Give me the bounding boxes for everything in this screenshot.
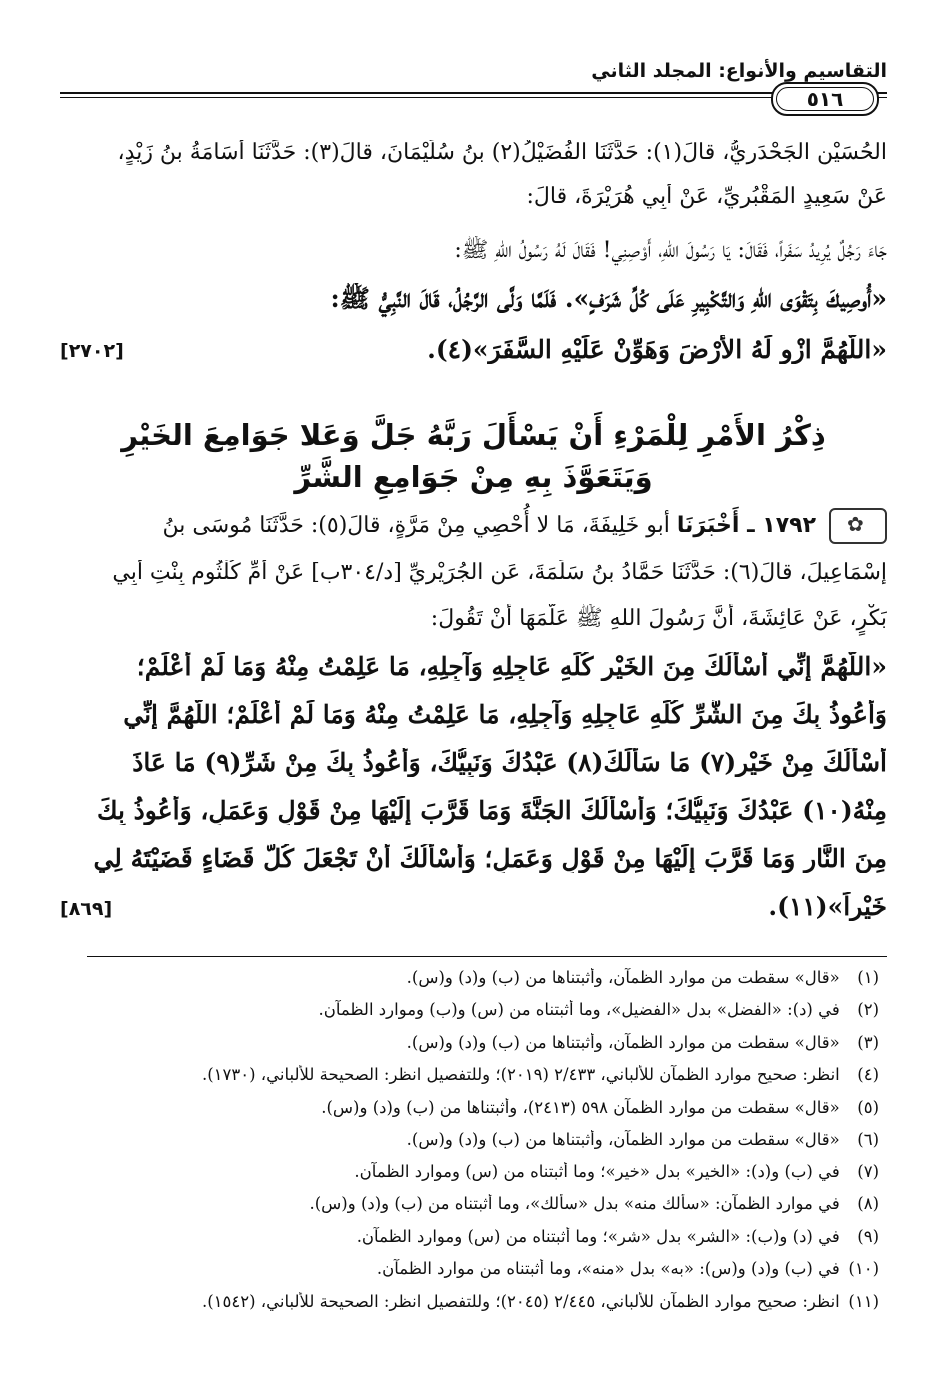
hadith-text: أبو خَلِيفَةَ، مَا لا أُحْصِي مِنْ مَرَّةٍ، قالَ(٥): حَدَّثَنَا مُوسَى بنُ <box>162 513 670 538</box>
footnote-number: (١١) <box>848 1292 879 1311</box>
text-line-bold: «أُوصِيكَ بِتَقْوَى اللهِ وَالتَّكْبِيرِ عَلَى كُلِّ شَرَفٍ». فَلَمَّا وَلَّى الرَّجُلُ، قَالَ النَّبِيُّ ﷺ: <box>330 284 887 313</box>
footnote-number: (٢) <box>857 1000 879 1019</box>
footnote-number: (٤) <box>857 1065 879 1084</box>
chapter-heading: ذِكْرُ الأَمْرِ لِلْمَرْءِ أَنْ يَسْأَلَ رَبَّهُ جَلَّ وَعَلا جَوَامِعَ الخَيْرِ <box>121 418 826 452</box>
text-line-bold: «اللَّهُمَّ ازْوِ لَهُ الأَرْضَ وَهَوِّنْ عَلَيْهِ السَّفَرَ»(٤). <box>427 335 887 364</box>
footnote-number: (١٠) <box>848 1259 879 1278</box>
footnote <box>60 1259 879 1278</box>
footnote-number: (٥) <box>857 1098 879 1117</box>
footnote-text: انظر: صحيح موارد الظمآن للألباني، ٢/٤٤٥ (٢٠٤٥)؛ وللتفصيل انظر: الصحيحة للألباني، (١٥٤٢). <box>201 1292 840 1311</box>
footnote <box>60 1098 879 1117</box>
footnote-text: في (د) و(ب): «الشر» بدل «شر»؛ وما أثبتناه من (س) وموارد الظمآن. <box>356 1227 840 1246</box>
chapter-heading: وَيَتَعَوَّذَ بِهِ مِنْ جَوَامِعِ الشَّرِّ <box>294 460 653 494</box>
footnote-text: «قال» سقطت من موارد الظمآن، وأثبتناها من (ب) و(د) و(س). <box>406 968 840 987</box>
dua-line: مِنَ النَّارِ وَمَا قَرَّبَ إِلَيْهَا مِنْ قَوْلٍ وَعَمَلٍ؛ وَأَسْأَلُكَ أَنْ تَجْعَلَ كُلَّ قَضَاءٍ قَضَيْتَهُ لِي <box>93 844 887 873</box>
dua-line: مِنْهُ(١٠) عَبْدُكَ وَنَبِيُّكَ؛ وَأَسْأَلُكَ الجَنَّةَ وَمَا قَرَّبَ إِلَيْهَا مِنْ قَوْلٍ وَعَمَلٍ، وَأَعُوذُ بِكَ <box>96 796 887 825</box>
text-line: عَنْ سَعِيدٍ المَقْبُرِيِّ، عَنْ أَبِي هُرَيْرَةَ، قالَ: <box>526 184 887 209</box>
dua-line: وَأَعُوذُ بِكَ مِنَ الشَّرِّ كُلِّهِ عَاجِلِهِ وَآجِلِهِ، مَا عَلِمْتُ مِنْهُ وَمَا لَمْ أَعْلَمْ؛ اللَّهُمَّ إِنِّي <box>123 700 887 729</box>
reference-tag: [٨٦٩] <box>60 898 113 920</box>
footnote <box>60 1130 879 1149</box>
text-line: جَاءَ رَجُلٌ يُرِيدُ سَفَراً، فَقَالَ: يَا رَسُولَ اللهِ، أَوْصِنِي! فَقَالَ لَهُ رَسُولُ اللهِ ﷺ: <box>454 238 887 263</box>
footnote-text: في موارد الظمآن: «سألك منه» بدل «سألك»، وما أثبتناه من (ب) و(د) و(س). <box>309 1194 840 1213</box>
footnote <box>60 1162 879 1181</box>
footnote-text: في (ب) و(د): «الخير» بدل «خير»؛ وما أثبتناه من (س) وموارد الظمآن. <box>354 1162 840 1181</box>
footnote-separator <box>87 956 887 957</box>
footnote-text: «قال» سقطت من موارد الظمآن، وأثبتناها من (ب) و(د) و(س). <box>406 1130 840 1149</box>
footnote <box>60 1065 879 1084</box>
running-header-title: التقاسيم والأنواع: المجلد الثاني <box>591 60 887 82</box>
page-number: ٥١٦ <box>771 82 879 116</box>
footnote <box>60 1227 879 1246</box>
footnote <box>60 1033 879 1052</box>
hadith-number: ١٧٩٢ ـ أَخْبَرَنَا <box>676 513 816 538</box>
footnote-number: (٧) <box>857 1162 879 1181</box>
header-rule <box>60 92 887 94</box>
footnote-text: «قال» سقطت من موارد الظمآن ٥٩٨ (٢٤١٣)، وأثبتناها من (ب) و(د) و(س). <box>321 1098 840 1117</box>
footnote-number: (٦) <box>857 1130 879 1149</box>
hadith-opening <box>163 508 888 544</box>
footnote-text: في (د): «الفضل» بدل «الفضيل»، وما أثبتناه من (س) و(ب) وموارد الظمآن. <box>318 1000 840 1019</box>
dua-line: خَيْراً»(١١). <box>768 892 887 921</box>
header-rule-thin <box>60 97 887 98</box>
text-line: بَكْرٍ، عَنْ عَائِشَةَ، أَنَّ رَسُولَ اللهِ ﷺ عَلَّمَهَا أَنْ تَقُولَ: <box>430 606 887 631</box>
footnote <box>60 1292 879 1311</box>
footnote-number: (١) <box>857 968 879 987</box>
dua-line: «اللَّهُمَّ إِنِّي أَسْأَلُكَ مِنَ الخَيْرِ كُلِّهِ عَاجِلِهِ وَآجِلِهِ، مَا عَلِمْتُ مِنْهُ وَمَا لَمْ أَعْلَمْ؛ <box>136 652 887 681</box>
footnote-text: انظر: صحيح موارد الظمآن للألباني، ٢/٤٣٣ (٢٠١٩)؛ وللتفصيل انظر: الصحيحة للألباني، (١٧٣٠). <box>201 1065 840 1084</box>
dua-line: أَسْأَلُكَ مِنْ خَيْرِ(٧) مَا سَأَلَكَ(٨) عَبْدُكَ وَنَبِيُّكَ، وَأَعُوذُ بِكَ مِنْ شَرِّ(٩) مَا عَاذَ <box>132 748 887 777</box>
ornament-icon <box>829 508 887 544</box>
footnote-text: «قال» سقطت من موارد الظمآن، وأثبتناها من (ب) و(د) و(س). <box>406 1033 840 1052</box>
footnote-number: (٨) <box>857 1194 879 1213</box>
footnote-number: (٩) <box>857 1227 879 1246</box>
text-line: الحُسَيْنِ الجَحْدَرِيُّ، قالَ(١): حَدَّثَنَا الفُضَيْلُ(٢) بنُ سُلَيْمَانَ، قالَ(٣): حَدَّثَنَا أُسَامَةُ بنُ زَيْدٍ، <box>117 140 887 165</box>
footnote-text: في (ب) و(د) و(س): «به» بدل «منه»، وما أثبتناه من موارد الظمآن. <box>376 1259 840 1278</box>
footnote <box>60 1000 879 1019</box>
footnote <box>60 968 879 987</box>
footnote <box>60 1194 879 1213</box>
reference-tag: [٢٧٠٢] <box>60 340 124 362</box>
footnote-number: (٣) <box>857 1033 879 1052</box>
text-line: إِسْمَاعِيلَ، قالَ(٦): حَدَّثَنَا حَمَّادُ بنُ سَلَمَةَ، عَنِ الجُرَيْرِيِّ [د/٣٠٤ب] عَنْ أُمِّ كُلْثُومٍ بِنْتِ أَبِي <box>112 560 887 585</box>
